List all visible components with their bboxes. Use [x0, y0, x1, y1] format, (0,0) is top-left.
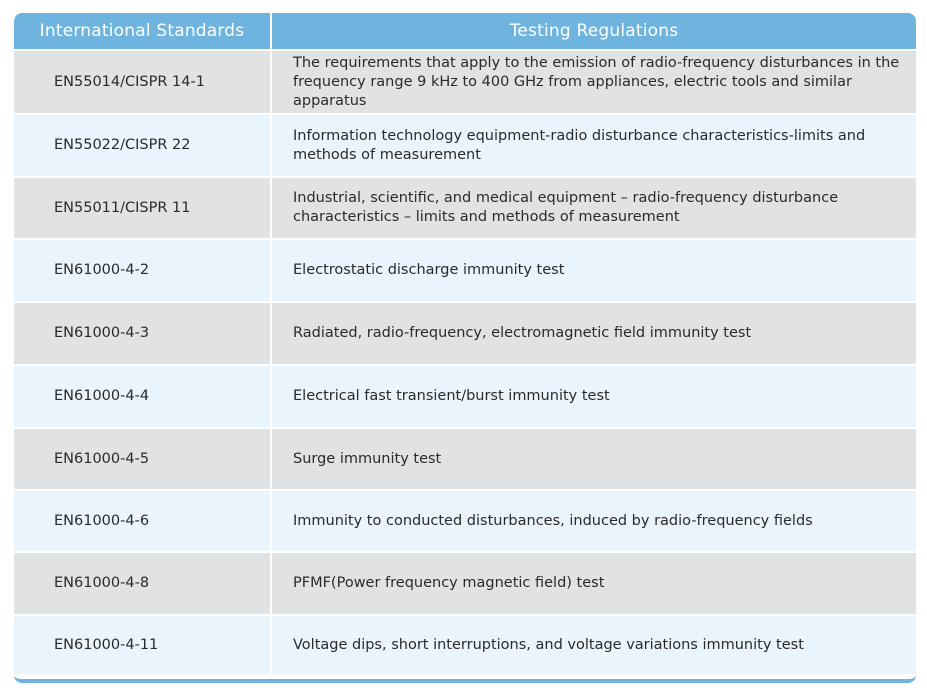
table-row [14, 490, 916, 552]
regulation-cell: Radiated, radio-frequency, electromagnetic field immunity test [271, 302, 916, 365]
table-row [14, 239, 916, 302]
table-row [14, 552, 916, 615]
regulation-cell: Electrical fast transient/burst immunity test [271, 365, 916, 428]
table-row [14, 365, 916, 428]
header-row [14, 13, 916, 50]
table-row [14, 50, 916, 114]
standard-cell: EN55011/CISPR 11 [14, 177, 271, 239]
standard-cell: EN55022/CISPR 22 [14, 114, 271, 177]
table-body [14, 50, 916, 674]
standard-cell: EN61000-4-3 [14, 302, 271, 365]
standard-cell: EN61000-4-4 [14, 365, 271, 428]
standards-table-frame [14, 13, 916, 683]
standards-table [14, 13, 916, 674]
table-row [14, 615, 916, 674]
table-row [14, 302, 916, 365]
table-row [14, 428, 916, 490]
regulation-cell: PFMF(Power frequency magnetic field) test [271, 552, 916, 615]
regulation-cell: The requirements that apply to the emission of radio-frequency disturbances in the frequency range 9 kHz to 400 GHz from appliances, electric tools and similar apparatus [271, 50, 916, 114]
standard-cell: EN61000-4-2 [14, 239, 271, 302]
regulation-cell: Voltage dips, short interruptions, and voltage variations immunity test [271, 615, 916, 674]
standard-cell: EN61000-4-11 [14, 615, 271, 674]
table-header [14, 13, 916, 50]
regulation-cell: Information technology equipment-radio disturbance characteristics-limits and methods of measurement [271, 114, 916, 177]
table-row [14, 177, 916, 239]
standard-cell: EN55014/CISPR 14-1 [14, 50, 271, 114]
header-testing-regulations: Testing Regulations [271, 13, 916, 50]
regulation-cell: Surge immunity test [271, 428, 916, 490]
table-row [14, 114, 916, 177]
standard-cell: EN61000-4-6 [14, 490, 271, 552]
regulation-cell: Electrostatic discharge immunity test [271, 239, 916, 302]
regulation-cell: Industrial, scientific, and medical equipment – radio-frequency disturbance characteristics – limits and methods of measurement [271, 177, 916, 239]
standard-cell: EN61000-4-5 [14, 428, 271, 490]
standard-cell: EN61000-4-8 [14, 552, 271, 615]
header-international-standards: International Standards [14, 13, 271, 50]
regulation-cell: Immunity to conducted disturbances, induced by radio-frequency fields [271, 490, 916, 552]
